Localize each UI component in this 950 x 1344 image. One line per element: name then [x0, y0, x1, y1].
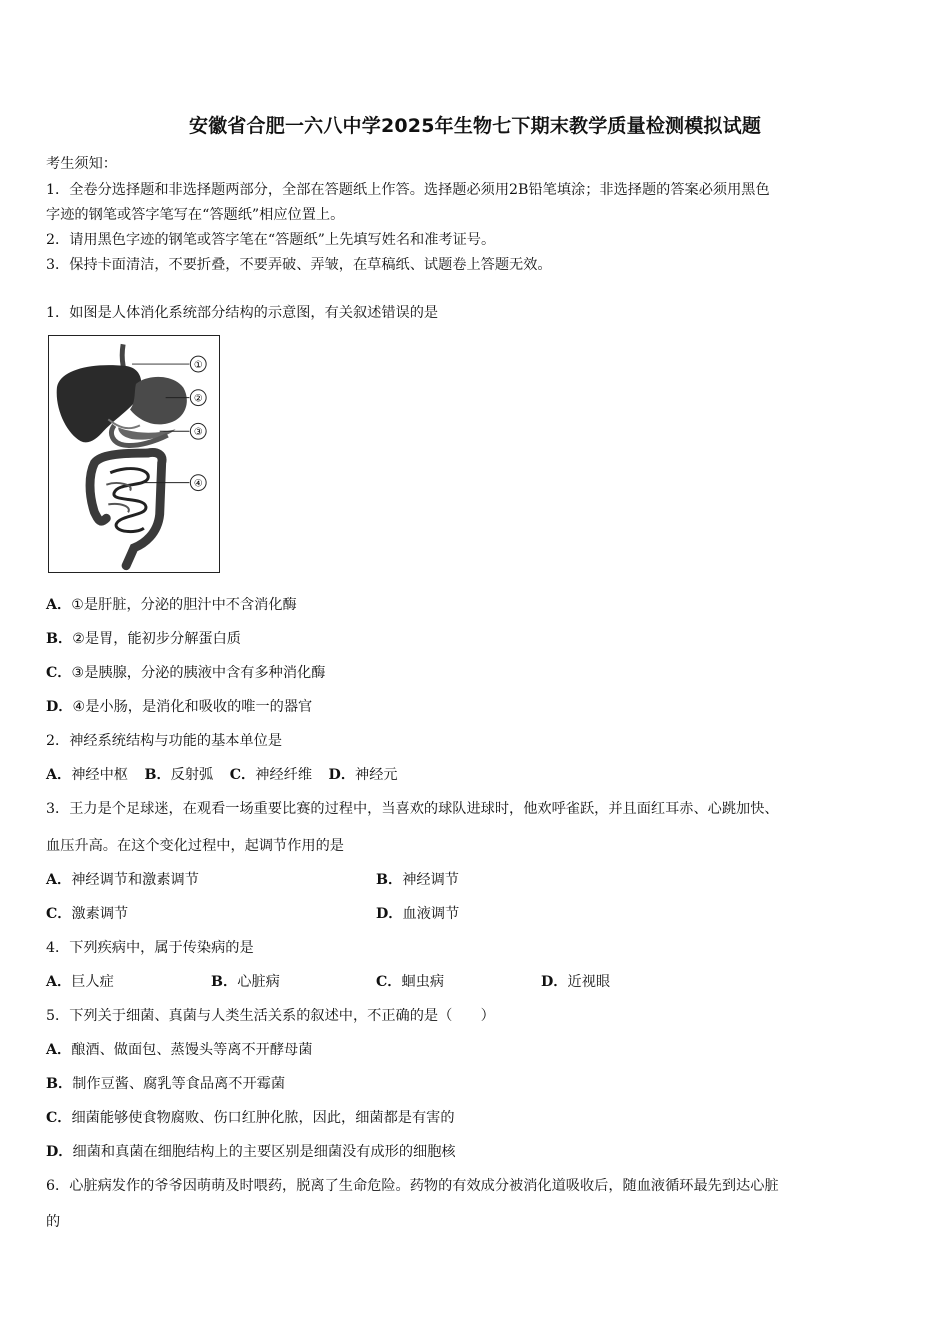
option-label: B．: [211, 974, 238, 990]
notice-item-1: 1．全卷分选择题和非选择题两部分，全部在答题纸上作答。选择题必须用2B铅笔填涂；非选择题的答案必须用黑色: [46, 182, 770, 198]
q5-option-a[interactable]: [46, 1039, 312, 1059]
option-text: ③是胰腺，分泌的胰液中含有多种消化酶: [71, 665, 326, 681]
option-label: A．: [46, 872, 72, 888]
q1-stem: 1．如图是人体消化系统部分结构的示意图，有关叙述错误的是: [46, 305, 439, 321]
q2-options-row: [46, 764, 398, 784]
q6-stem-line2: 的: [46, 1214, 61, 1230]
digestive-system-figure: [48, 335, 220, 573]
q4-option-b[interactable]: [211, 971, 280, 991]
option-text: 神经纤维: [255, 767, 313, 783]
option-label: D．: [46, 699, 73, 715]
option-text: 激素调节: [71, 906, 129, 922]
option-label: A．: [46, 767, 72, 783]
svg-text:②: ②: [193, 393, 203, 405]
notice-heading: 考生须知：: [46, 156, 117, 172]
option-label: C．: [46, 665, 72, 681]
q2-option-b[interactable]: [144, 767, 213, 783]
option-label: A．: [46, 1042, 72, 1058]
option-label: A．: [46, 974, 72, 990]
q1-option-d[interactable]: [46, 696, 312, 716]
option-label: D．: [46, 1144, 73, 1160]
option-text: 细菌能够使食物腐败、伤口红肿化脓，因此，细菌都是有害的: [71, 1110, 455, 1126]
option-label: B．: [376, 872, 403, 888]
svg-text:①: ①: [193, 360, 203, 372]
option-text: 神经调节和激素调节: [71, 872, 199, 888]
marker-2: [190, 390, 206, 406]
q1-option-a[interactable]: [46, 594, 297, 614]
q5-option-d[interactable]: [46, 1141, 456, 1161]
option-label: B．: [46, 631, 73, 647]
option-text: 神经中枢: [71, 767, 128, 783]
option-text: 血液调节: [402, 906, 460, 922]
q6-stem-line1: 6．心脏病发作的爷爷因萌萌及时喂药，脱离了生命危险。药物的有效成分被消化道吸收后，随血液循环最先到达心脏: [46, 1178, 779, 1194]
notice-item-2: 2．请用黑色字迹的钢笔或答字笔在“答题纸”上先填写姓名和准考证号。: [46, 232, 496, 248]
q3-stem-line1: 3．王力是个足球迷，在观看一场重要比赛的过程中，当喜欢的球队进球时，他欢呼雀跃，并且面红耳赤、心跳加快、: [46, 801, 779, 817]
option-text: 细菌和真菌在细胞结构上的主要区别是细菌没有成形的细胞核: [72, 1144, 456, 1160]
q4-option-a[interactable]: [46, 971, 114, 991]
marker-4: [190, 475, 206, 491]
q1-option-c[interactable]: [46, 662, 325, 682]
option-text: ④是小肠，是消化和吸收的唯一的器官: [72, 699, 313, 715]
option-label: C．: [46, 1110, 72, 1126]
option-label: A．: [46, 597, 72, 613]
option-text: 神经元: [355, 767, 398, 783]
option-text: 制作豆酱、腐乳等食品离不开霉菌: [72, 1076, 286, 1092]
option-text: 蛔虫病: [401, 974, 445, 990]
marker-3: [190, 423, 206, 439]
q5-option-c[interactable]: [46, 1107, 455, 1127]
option-label: C．: [229, 767, 256, 783]
option-text: ①是肝脏，分泌的胆汁中不含消化酶: [71, 597, 297, 613]
svg-text:④: ④: [193, 478, 203, 490]
option-label: D．: [376, 906, 403, 922]
q2-option-a[interactable]: [46, 767, 128, 783]
option-label: D．: [328, 767, 356, 783]
option-label: D．: [541, 974, 568, 990]
q5-stem: 5．下列关于细菌、真菌与人类生活关系的叙述中，不正确的是（ ）: [46, 1008, 495, 1024]
option-text: 心脏病: [237, 974, 280, 990]
q1-option-b[interactable]: [46, 628, 241, 648]
q4-option-d[interactable]: [541, 971, 610, 991]
q4-option-c[interactable]: [376, 971, 444, 991]
q5-option-b[interactable]: [46, 1073, 285, 1093]
option-text: 反射弧: [170, 767, 214, 783]
q3-stem-line2: 血压升高。在这个变化过程中，起调节作用的是: [46, 838, 344, 854]
notice-item-1-cont: 字迹的钢笔或答字笔写在“答题纸”相应位置上。: [46, 207, 345, 223]
page-title: 安徽省合肥一六八中学2025年生物七下期末教学质量检测模拟试题: [188, 115, 762, 137]
digestive-system-diagram: [49, 336, 219, 572]
q2-option-c[interactable]: [230, 767, 312, 783]
option-label: B．: [144, 767, 171, 783]
option-text: ②是胃，能初步分解蛋白质: [72, 631, 241, 647]
option-label: C．: [376, 974, 402, 990]
option-label: B．: [46, 1076, 73, 1092]
marker-1: [190, 356, 206, 372]
option-label: C．: [46, 906, 72, 922]
q4-stem: 4．下列疾病中，属于传染病的是: [46, 940, 254, 956]
option-text: 酿酒、做面包、蒸馒头等离不开酵母菌: [71, 1042, 313, 1058]
q3-option-a[interactable]: [46, 869, 199, 889]
q3-option-d[interactable]: [376, 903, 459, 923]
q2-stem: 2．神经系统结构与功能的基本单位是: [46, 733, 283, 749]
notice-item-3: 3．保持卡面清洁，不要折叠，不要弄破、弄皱，在草稿纸、试题卷上答题无效。: [46, 257, 552, 273]
option-text: 巨人症: [71, 974, 114, 990]
svg-text:③: ③: [193, 427, 203, 439]
option-text: 神经调节: [402, 872, 459, 888]
q2-option-d[interactable]: [329, 767, 398, 783]
option-text: 近视眼: [567, 974, 611, 990]
q3-option-b[interactable]: [376, 869, 459, 889]
q3-option-c[interactable]: [46, 903, 128, 923]
